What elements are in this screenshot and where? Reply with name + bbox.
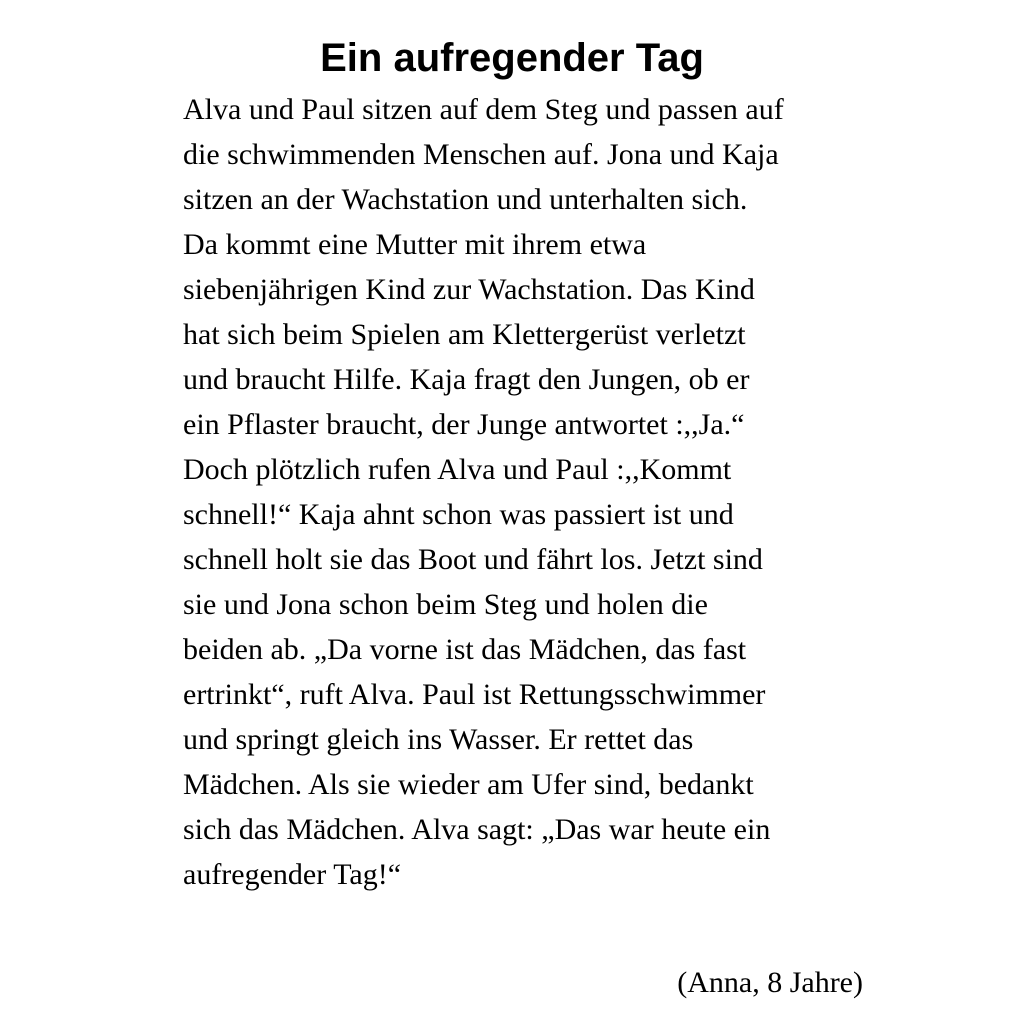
text-line: schnell holt sie das Boot und fährt los. Jetzt sind [183,543,763,576]
text-line: Mädchen. Als sie wieder am Ufer sind, bedankt [183,768,754,801]
text-line: aufregender Tag!“ [183,858,402,891]
text-line: und springt gleich ins Wasser. Er rettet das [183,723,694,756]
text-line: ertrinkt“, ruft Alva. Paul ist Rettungsschwimmer [183,678,766,711]
author-signature: (Anna, 8 Jahre) [677,966,863,999]
story-text [183,87,883,897]
text-line: sich das Mädchen. Alva sagt: „Das war heute ein [183,813,771,846]
text-line: schnell!“ Kaja ahnt schon was passiert ist und [183,498,734,531]
text-line: ein Pflaster braucht, der Junge antwortet :,,Ja.“ [183,408,745,441]
text-line: die schwimmenden Menschen auf. Jona und Kaja [183,138,779,171]
text-line: Doch plötzlich rufen Alva und Paul :,,Kommt [183,453,732,486]
text-line: sitzen an der Wachstation und unterhalten sich. [183,183,748,216]
text-line: beiden ab. „Da vorne ist das Mädchen, das fast [183,633,747,666]
text-line: hat sich beim Spielen am Klettergerüst verletzt [183,318,746,351]
text-line: und braucht Hilfe. Kaja fragt den Jungen, ob er [183,363,750,396]
page-title: Ein aufregender Tag [320,36,704,80]
text-line: siebenjährigen Kind zur Wachstation. Das Kind [183,273,755,306]
text-line: Da kommt eine Mutter mit ihrem etwa [183,228,647,261]
text-line: Alva und Paul sitzen auf dem Steg und passen auf [183,93,784,126]
text-line: sie und Jona schon beim Steg und holen die [183,588,708,621]
